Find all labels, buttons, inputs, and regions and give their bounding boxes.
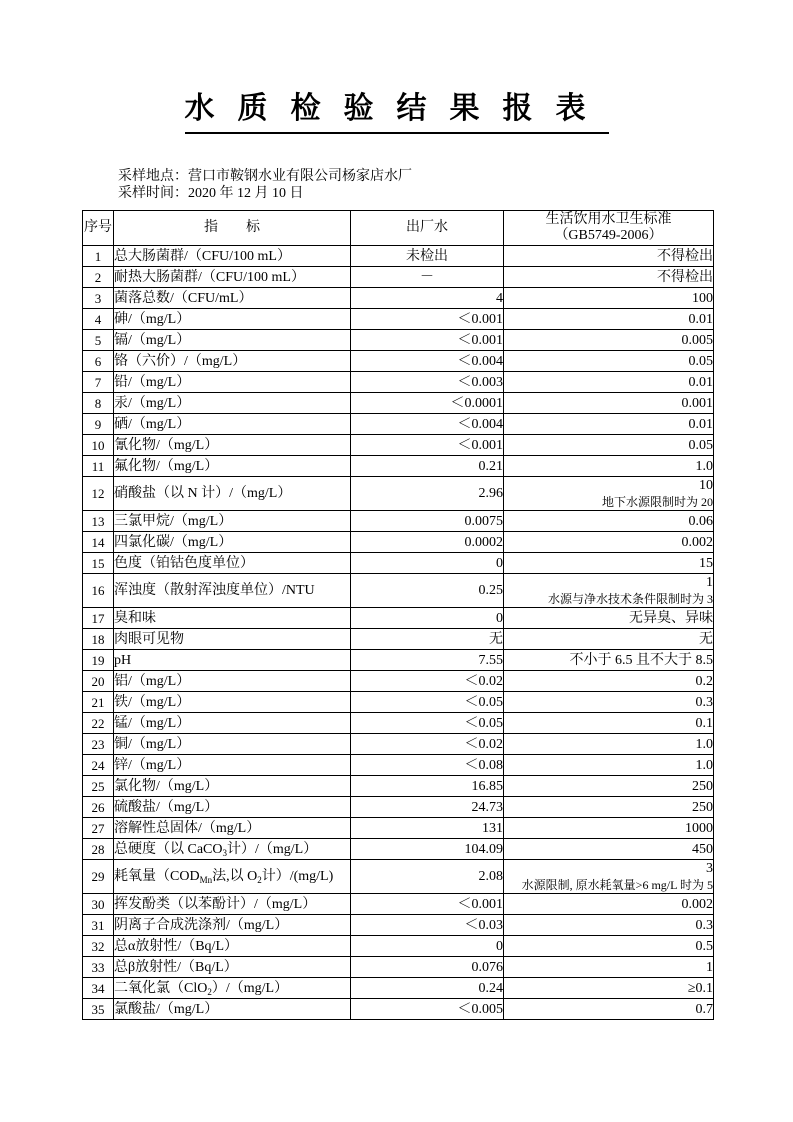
indicator-name: 铬（六价）/（mg/L） xyxy=(114,351,351,372)
factory-water-value: 2.96 xyxy=(351,477,504,511)
indicator-name: 总硬度（以 CaCO$_3$计）/（mg/L） xyxy=(114,839,351,860)
row-number: 26 xyxy=(83,797,114,818)
row-number: 23 xyxy=(83,734,114,755)
table-row xyxy=(83,755,714,776)
indicator-name: 总β放射性/（Bq/L） xyxy=(114,957,351,978)
row-number: 16 xyxy=(83,574,114,608)
factory-water-value: ＜0.001 xyxy=(351,309,504,330)
indicator-name: 肉眼可见物 xyxy=(114,629,351,650)
standard-value: 1.0 xyxy=(504,755,714,776)
row-number: 2 xyxy=(83,267,114,288)
row-number: 29 xyxy=(83,860,114,894)
table-body xyxy=(83,246,714,1020)
indicator-name: 铁/（mg/L） xyxy=(114,692,351,713)
row-number: 15 xyxy=(83,553,114,574)
row-number: 4 xyxy=(83,309,114,330)
row-number: 31 xyxy=(83,915,114,936)
row-number: 3 xyxy=(83,288,114,309)
row-number: 18 xyxy=(83,629,114,650)
table-row xyxy=(83,915,714,936)
standard-value: 0.05 xyxy=(504,351,714,372)
row-number: 22 xyxy=(83,713,114,734)
indicator-name: 三氯甲烷/（mg/L） xyxy=(114,511,351,532)
standard-value: ≥0.1 xyxy=(504,978,714,999)
row-number: 6 xyxy=(83,351,114,372)
factory-water-value: ＜0.004 xyxy=(351,414,504,435)
standard-value: 0.2 xyxy=(504,671,714,692)
standard-value: 0.002 xyxy=(504,532,714,553)
factory-water-value: ＜0.08 xyxy=(351,755,504,776)
standard-value: 0.005 xyxy=(504,330,714,351)
standard-value: 0.3 xyxy=(504,915,714,936)
title-wrap xyxy=(0,0,793,134)
table-row xyxy=(83,978,714,999)
row-number: 10 xyxy=(83,435,114,456)
table-row xyxy=(83,650,714,671)
indicator-name: 铜/（mg/L） xyxy=(114,734,351,755)
row-number: 5 xyxy=(83,330,114,351)
col-header-standard-line1: 生活饮用水卫生标准 xyxy=(545,212,672,227)
indicator-name: 四氯化碳/（mg/L） xyxy=(114,532,351,553)
table-row xyxy=(83,267,714,288)
table-row xyxy=(83,288,714,309)
standard-value: 不得检出 xyxy=(504,246,714,267)
table-row xyxy=(83,629,714,650)
factory-water-value: 4 xyxy=(351,288,504,309)
table-row xyxy=(83,797,714,818)
row-number: 34 xyxy=(83,978,114,999)
standard-value: 0.01 xyxy=(504,414,714,435)
table-row xyxy=(83,309,714,330)
indicator-name: pH xyxy=(114,650,351,671)
row-number: 33 xyxy=(83,957,114,978)
row-number: 35 xyxy=(83,999,114,1020)
factory-water-value: 7.55 xyxy=(351,650,504,671)
factory-water-value: 0.25 xyxy=(351,574,504,608)
factory-water-value: ＜0.001 xyxy=(351,330,504,351)
standard-value: 0.01 xyxy=(504,372,714,393)
table-row xyxy=(83,692,714,713)
indicator-name: 硝酸盐（以 N 计）/（mg/L） xyxy=(114,477,351,511)
row-number: 19 xyxy=(83,650,114,671)
indicator-name: 阴离子合成洗涤剂/（mg/L） xyxy=(114,915,351,936)
table-row xyxy=(83,818,714,839)
row-number: 30 xyxy=(83,894,114,915)
sample-time-value: 2020 年 12 月 10 日 xyxy=(188,186,304,201)
standard-value: 0.002 xyxy=(504,894,714,915)
indicator-name: 色度（铂钴色度单位） xyxy=(114,553,351,574)
indicator-name: 臭和味 xyxy=(114,608,351,629)
factory-water-value: 0.076 xyxy=(351,957,504,978)
indicator-name: 砷/（mg/L） xyxy=(114,309,351,330)
standard-note: 水源与净水技术条件限制时为 3 xyxy=(547,592,713,606)
sample-info xyxy=(118,168,793,202)
row-number: 21 xyxy=(83,692,114,713)
factory-water-value: 24.73 xyxy=(351,797,504,818)
factory-water-value: 无 xyxy=(351,629,504,650)
table-row xyxy=(83,574,714,608)
indicator-name: 铝/（mg/L） xyxy=(114,671,351,692)
page-title: 水质检验结果报表 xyxy=(185,90,609,134)
sample-location-line xyxy=(118,168,793,185)
table-row xyxy=(83,553,714,574)
standard-value: 450 xyxy=(504,839,714,860)
standard-value: 1000 xyxy=(504,818,714,839)
row-number: 25 xyxy=(83,776,114,797)
standard-value: 0.1 xyxy=(504,713,714,734)
indicator-name: 浑浊度（散射浑浊度单位）/NTU xyxy=(114,574,351,608)
sample-time-label: 采样时间： xyxy=(118,186,188,201)
factory-water-value: 0.0075 xyxy=(351,511,504,532)
table-row xyxy=(83,330,714,351)
standard-value: 1.0 xyxy=(504,456,714,477)
factory-water-value: 0.0002 xyxy=(351,532,504,553)
factory-water-value: ＜0.004 xyxy=(351,351,504,372)
indicator-name: 硫酸盐/（mg/L） xyxy=(114,797,351,818)
factory-water-value: 0 xyxy=(351,608,504,629)
table-row xyxy=(83,999,714,1020)
standard-note: 地下水源限制时为 20 xyxy=(601,495,713,509)
sample-location-label: 采样地点： xyxy=(118,169,188,184)
indicator-name: 总α放射性/（Bq/L） xyxy=(114,936,351,957)
table-row xyxy=(83,776,714,797)
col-header-factory-water: 出厂水 xyxy=(351,211,504,246)
indicator-name: 氟化物/（mg/L） xyxy=(114,456,351,477)
row-number: 7 xyxy=(83,372,114,393)
standard-value: 1 xyxy=(504,957,714,978)
standard-value: 0.001 xyxy=(504,393,714,414)
standard-value: 0.01 xyxy=(504,309,714,330)
standard-value: 15 xyxy=(504,553,714,574)
standard-value: 250 xyxy=(504,797,714,818)
factory-water-value: ＜0.02 xyxy=(351,671,504,692)
row-number: 32 xyxy=(83,936,114,957)
indicator-name: 铅/（mg/L） xyxy=(114,372,351,393)
indicator-name: 锌/（mg/L） xyxy=(114,755,351,776)
sample-time-line xyxy=(118,185,793,202)
factory-water-value: 0 xyxy=(351,553,504,574)
indicator-name: 锰/（mg/L） xyxy=(114,713,351,734)
standard-value: 无异臭、异味 xyxy=(504,608,714,629)
indicator-name: 挥发酚类（以苯酚计）/（mg/L） xyxy=(114,894,351,915)
factory-water-value: ＜0.0001 xyxy=(351,393,504,414)
indicator-name: 溶解性总固体/（mg/L） xyxy=(114,818,351,839)
factory-water-value: 131 xyxy=(351,818,504,839)
factory-water-value: ＜0.02 xyxy=(351,734,504,755)
indicator-name: 耗氧量（$COD_{Mn}$法,以 $O_2$计）/(mg/L) xyxy=(114,860,351,894)
table-row xyxy=(83,608,714,629)
table-row xyxy=(83,936,714,957)
indicator-name: 氯化物/（mg/L） xyxy=(114,776,351,797)
table-row xyxy=(83,477,714,511)
result-table xyxy=(82,210,714,1020)
row-number: 27 xyxy=(83,818,114,839)
table-row xyxy=(83,894,714,915)
indicator-name: 总大肠菌群/（CFU/100 mL） xyxy=(114,246,351,267)
row-number: 20 xyxy=(83,671,114,692)
table-row xyxy=(83,860,714,894)
table-row xyxy=(83,713,714,734)
table-row xyxy=(83,246,714,267)
standard-value: 100 xyxy=(504,288,714,309)
indicator-name: 氯酸盐/（mg/L） xyxy=(114,999,351,1020)
standard-value: 1.0 xyxy=(504,734,714,755)
table-row xyxy=(83,839,714,860)
standard-value: 1 水源与净水技术条件限制时为 3 xyxy=(504,574,714,608)
factory-water-value: ＜0.03 xyxy=(351,915,504,936)
factory-water-value: 0.21 xyxy=(351,456,504,477)
table-row xyxy=(83,351,714,372)
factory-water-value: 104.09 xyxy=(351,839,504,860)
row-number: 9 xyxy=(83,414,114,435)
col-header-standard-line2: （GB5749-2006） xyxy=(554,228,663,243)
indicator-name: 氰化物/（mg/L） xyxy=(114,435,351,456)
factory-water-value: 16.85 xyxy=(351,776,504,797)
factory-water-value: 2.08 xyxy=(351,860,504,894)
factory-water-value: ＜0.003 xyxy=(351,372,504,393)
indicator-name: 菌落总数/（CFU/mL） xyxy=(114,288,351,309)
standard-note: 水源限制, 原水耗氧量>6 mg/L 时为 5 xyxy=(521,878,713,892)
row-number: 14 xyxy=(83,532,114,553)
standard-value: 不得检出 xyxy=(504,267,714,288)
indicator-name: 硒/（mg/L） xyxy=(114,414,351,435)
standard-value: 不小于 6.5 且不大于 8.5 xyxy=(504,650,714,671)
indicator-name: 耐热大肠菌群/（CFU/100 mL） xyxy=(114,267,351,288)
factory-water-value: ＜0.001 xyxy=(351,435,504,456)
table-row xyxy=(83,511,714,532)
table-row xyxy=(83,532,714,553)
factory-water-value: ＜0.001 xyxy=(351,894,504,915)
table-row xyxy=(83,671,714,692)
table-row xyxy=(83,456,714,477)
row-number: 28 xyxy=(83,839,114,860)
standard-value: 0.7 xyxy=(504,999,714,1020)
row-number: 11 xyxy=(83,456,114,477)
factory-water-value: ＜0.005 xyxy=(351,999,504,1020)
indicator-name: 二氧化氯（ClO$_2$）/（mg/L） xyxy=(114,978,351,999)
standard-value: 3 水源限制, 原水耗氧量>6 mg/L 时为 5 xyxy=(504,860,714,894)
table-row xyxy=(83,435,714,456)
row-number: 17 xyxy=(83,608,114,629)
standard-value: 0.5 xyxy=(504,936,714,957)
row-number: 13 xyxy=(83,511,114,532)
col-header-standard xyxy=(504,211,714,246)
factory-water-value: 未检出 xyxy=(351,246,504,267)
row-number: 1 xyxy=(83,246,114,267)
table-row xyxy=(83,957,714,978)
indicator-name: 镉/（mg/L） xyxy=(114,330,351,351)
sample-location-value: 营口市鞍钢水业有限公司杨家店水厂 xyxy=(188,169,412,184)
factory-water-value: 0 xyxy=(351,936,504,957)
standard-value: 0.06 xyxy=(504,511,714,532)
row-number: 8 xyxy=(83,393,114,414)
table-row xyxy=(83,393,714,414)
table-row xyxy=(83,734,714,755)
standard-value: 0.3 xyxy=(504,692,714,713)
col-header-no: 序号 xyxy=(83,211,114,246)
standard-value: 250 xyxy=(504,776,714,797)
factory-water-value: 0.24 xyxy=(351,978,504,999)
standard-value: 0.05 xyxy=(504,435,714,456)
table-row xyxy=(83,372,714,393)
factory-water-value: ＜0.05 xyxy=(351,713,504,734)
table-row xyxy=(83,414,714,435)
col-header-indicator: 指 标 xyxy=(114,211,351,246)
standard-value: 10 地下水源限制时为 20 xyxy=(504,477,714,511)
standard-value: 无 xyxy=(504,629,714,650)
row-number: 24 xyxy=(83,755,114,776)
factory-water-value: － xyxy=(351,267,504,288)
factory-water-value: ＜0.05 xyxy=(351,692,504,713)
table-header-row xyxy=(83,211,714,246)
row-number: 12 xyxy=(83,477,114,511)
indicator-name: 汞/（mg/L） xyxy=(114,393,351,414)
